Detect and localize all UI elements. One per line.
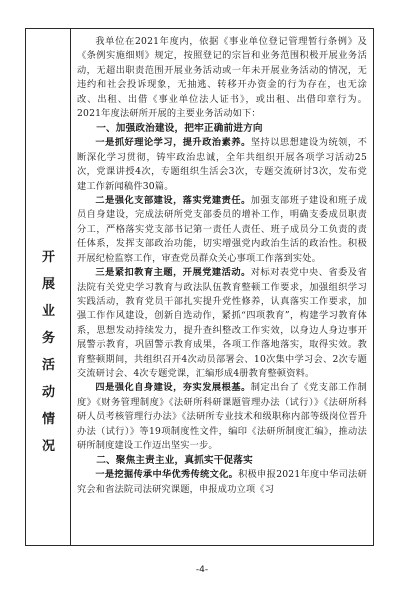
page-number: -4- (195, 565, 209, 575)
label-column (26, 29, 71, 545)
paragraph-lead: 四是强化自身建设，夯实发展根基。 (95, 382, 251, 394)
section1-heading: 一、加强政治建设，把牢正确前进方向 (96, 123, 263, 135)
paragraph-lead: 一是挖掘传承中华优秀传统文化。 (95, 469, 239, 481)
paragraph (77, 194, 367, 266)
side-label-char: 情 (41, 412, 55, 427)
paragraph-body: 制定出台了《党支部工作制度》《财务管理制度》《法研所科研课题管理办法（试行）》《法研所科研人员考核管理行办法》《法研所专业技术和级职称内部等级岗位晋升办法（试行）》等19项制度性文件，编印《法研所制度汇编》，推动法研所制度建设工作迈出坚实一步。 (77, 382, 367, 451)
paragraph-body: 加强支部班子建设和班子成员自身建设，完成法研所党支部委员的增补工作，明确支委成员职责分工，严格落实党支部书记第一责任人责任、班子成员分工负责的责任体系，发挥支部政治功能，切实增强党内政治生活的政治性。积极开展纪检监察工作，审查党员群众关心事项工作落到实处。 (77, 195, 367, 264)
paragraph (77, 381, 367, 453)
section-side-label (26, 244, 71, 460)
side-label-char: 展 (41, 277, 55, 292)
intro-paragraph: 我单位在2021年度内，依据《事业单位登记管理暂行条例》及《条例实施细则》规定，按照登记的宗旨和业务范围积极开展业务活动，无超出职责范围开展业务活动或一年未开展业务活动的情况，无违约和社会投诉现象，无抽逃、转移开办资金的行为存在，也无涂改、出租、出借《事业单位法人证书》，或出租、出借印章行为。2021年度法研所开展的主要业务活动如下： (77, 36, 367, 120)
content-cell (77, 35, 367, 497)
section2-heading: 二、聚焦主责主业，真抓实干促落实 (96, 455, 253, 467)
side-label-char: 开 (41, 250, 55, 265)
paragraph-body: 对标对表党中央、省委及省法院有关党史学习教育与政法队伍教育整顿工作要求，加强组织学习实践活动，教育党员干部扎实提升党性修养，认真落实工作要求，加强工作作风建设，创新自选动作，紧抓“四项教育”，构建学习教育体系，思想发动持续发力，提升查纠整改工作实效，以身边人身边事开展警示教育，巩固警示教育成果，各项工作落地落实，取得实效。教育整顿期间，共组织召开4次动员部署会、10次集中学习会、2次专题交流研讨会、4次专题党课，汇编形成4册教育整顿资料。 (77, 267, 367, 379)
paragraph-body: 坚持以思想建设为统领，不断深化学习贯彻，铸牢政治忠诚，全年共组织开展各项学习活动25次，党课讲授4次，专题组织生活会3次，专题交流研讨3次，发布党建工作新闻稿件30篇。 (77, 137, 367, 192)
side-label-char: 务 (41, 331, 55, 346)
report-table (25, 28, 374, 546)
side-label-char: 活 (41, 358, 55, 373)
paragraph (77, 266, 367, 381)
side-label-char: 业 (41, 304, 55, 319)
paragraph-lead: 一是抓好理论学习，提升政治素养。 (95, 137, 251, 149)
paragraph (77, 136, 367, 194)
side-label-char: 动 (41, 385, 55, 400)
paragraph (77, 468, 367, 497)
side-label-char: 况 (41, 439, 55, 454)
paragraph-lead: 三是紧扣教育主题，开展党建活动。 (95, 267, 251, 279)
paragraph-lead: 二是强化支部建设，落实党建责任。 (95, 195, 251, 207)
paragraph-body: 积极申报2021年度中华司法研究会和省法院司法研究课题，申报成功立项《习 (77, 469, 367, 495)
